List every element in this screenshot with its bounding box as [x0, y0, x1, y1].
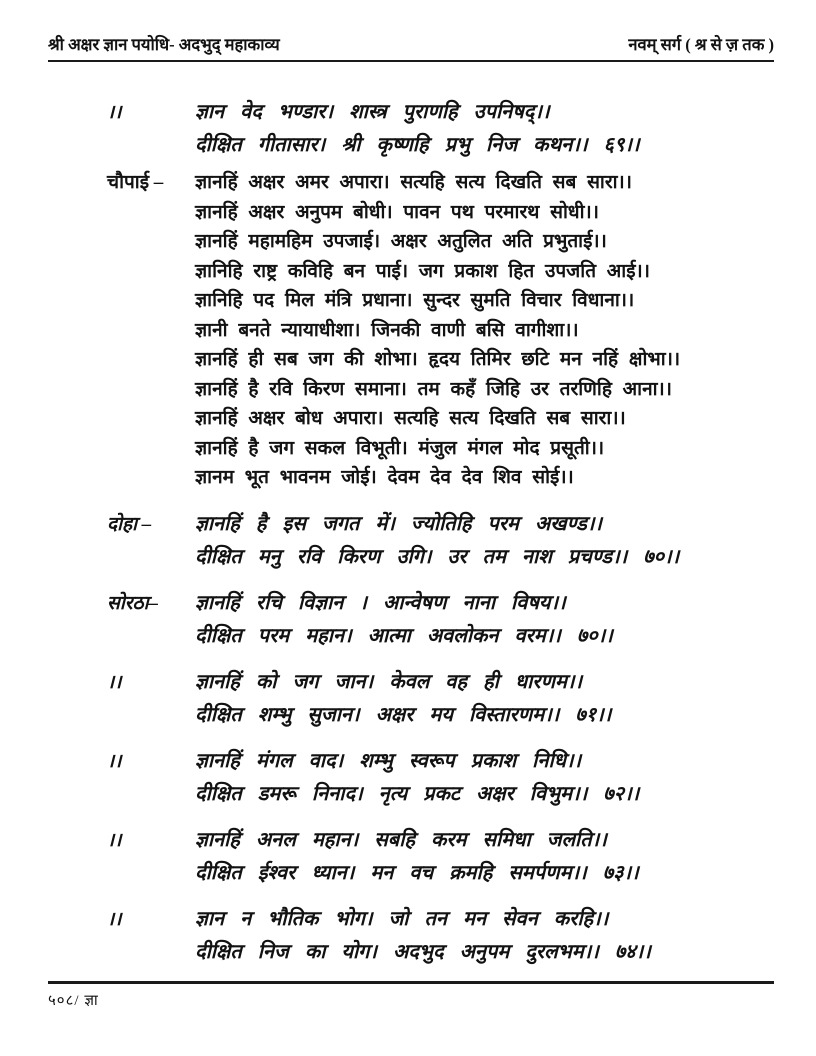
header-book-title: श्री अक्षर ज्ञान पयोधि- अदभुद् महाकाव्य	[48, 35, 280, 54]
verse-block	[107, 96, 776, 162]
verse-lines	[195, 666, 776, 732]
verse-line: दीक्षित डमरू निनाद। नृत्य प्रकट अक्षर विभुम।। ७२।।	[195, 782, 640, 805]
verse-line: ज्ञानहिं महामहिम उपजाई। अक्षर अतुलित अति प्रभुताई।।	[195, 231, 607, 252]
verse-line: ज्ञानहिं है इस जगत में। ज्योतिहि परम अखण्ड।।	[195, 512, 602, 535]
verse-line: दीक्षित परम महान। आत्मा अवलोकन वरम।। ७०।।	[195, 624, 613, 647]
verse-line: ज्ञानहिं ही सब जग की शोभा। हृदय तिमिर छटि मन नहिं क्षोभा।।	[195, 349, 681, 370]
verse-lines	[195, 824, 776, 890]
verse-line: ज्ञानहिं है रवि किरण समाना। तम कहँ जिहि उर तरणिहि आना।।	[195, 378, 672, 400]
verse-line: ज्ञान न भौतिक भोग। जो तन मन सेवन करहि।।	[195, 907, 609, 930]
verse-label: दोहा –	[107, 513, 152, 535]
verse-block	[107, 745, 776, 811]
verse-block	[107, 666, 776, 732]
verse-line: दीक्षित मनु रवि किरण उगि। उर तम नाश प्रचण्ड।। ७०।।	[195, 545, 680, 568]
verse-lines	[195, 587, 776, 653]
verse-label: ।।	[107, 908, 122, 930]
page-number: ५०८/ ज्ञा	[48, 993, 99, 1009]
footer-rule	[48, 981, 774, 984]
header-chapter-title: नवम् सर्ग ( श्र से ज़ तक )	[628, 35, 774, 54]
verse-lines	[195, 508, 776, 574]
verse-line: ज्ञानम भूत भावनम जोई। देवम देव देव शिव सोई।।	[195, 467, 574, 488]
verse-line: ज्ञानहिं को जग जान। केवल वह ही धारणम।।	[195, 670, 583, 693]
verse-block	[107, 168, 776, 493]
verse-line: ज्ञानिहि पद मिल मंत्रि प्रधाना। सुन्दर सुमति विचार विधाना।।	[195, 290, 635, 311]
verse-line: ज्ञानी बनते न्यायाधीशा। जिनकी वाणी बसि वागीशा।।	[195, 319, 579, 341]
verse-line: ज्ञान वेद भण्डार। शास्त्र पुराणहि उपनिषद्।।	[195, 101, 550, 123]
verse-line: ज्ञानहिं अनल महान। सबहि करम समिधा जलति।।	[195, 828, 607, 851]
verse-lines	[195, 745, 776, 811]
verse-line: ज्ञानहिं रचि विज्ञान । आन्वेषण नाना विषय।।	[195, 591, 566, 614]
verse-line: ज्ञानहिं अक्षर अमर अपारा। सत्यहि सत्य दिखति सब सारा।।	[195, 172, 632, 193]
verse-label: ।।	[107, 671, 122, 693]
verse-line: ज्ञानहिं है जग सकल विभूती। मंजुल मंगल मोद प्रसूती।।	[195, 437, 605, 459]
verse-label: ।।	[107, 102, 122, 123]
verse-blocks	[107, 96, 776, 982]
verse-line: ज्ञानहिं अक्षर अनुपम बोधी। पावन पथ परमारथ सोधी।।	[195, 201, 599, 223]
verse-block	[107, 587, 776, 653]
verse-lines	[195, 168, 776, 493]
verse-line: ज्ञानहिं मंगल वाद। शम्भु स्वरूप प्रकाश निधि।।	[195, 749, 582, 772]
page-header	[48, 32, 774, 55]
verse-line: दीक्षित ईश्वर ध्यान। मन वच क्रमहि समर्पणम।। ७३।।	[195, 861, 639, 884]
verse-block	[107, 824, 776, 890]
verse-label: ।।	[107, 829, 122, 851]
verse-label: सोरठा–	[107, 592, 158, 614]
verse-block	[107, 903, 776, 969]
verse-lines	[195, 96, 776, 162]
verse-line: ज्ञानिहि राष्ट्र कविहि बन पाई। जग प्रकाश हित उपजति आई।।	[195, 260, 650, 282]
verse-block	[107, 508, 776, 574]
verse-label: ।।	[107, 750, 122, 772]
verse-line: दीक्षित शम्भु सुजान। अक्षर मय विस्तारणम।। ७१।।	[195, 703, 612, 726]
verse-lines	[195, 903, 776, 969]
verse-line: दीक्षित गीतासार। श्री कृष्णहि प्रभु निज कथन।। ६९।।	[195, 134, 640, 156]
verse-line: दीक्षित निज का योग। अदभुद अनुपम दुरलभम।। ७४।।	[195, 940, 651, 963]
header-rule	[48, 60, 774, 62]
verse-label: चौपाई –	[107, 172, 164, 193]
verse-line: ज्ञानहिं अक्षर बोध अपारा। सत्यहि सत्य दिखति सब सारा।।	[195, 408, 626, 429]
